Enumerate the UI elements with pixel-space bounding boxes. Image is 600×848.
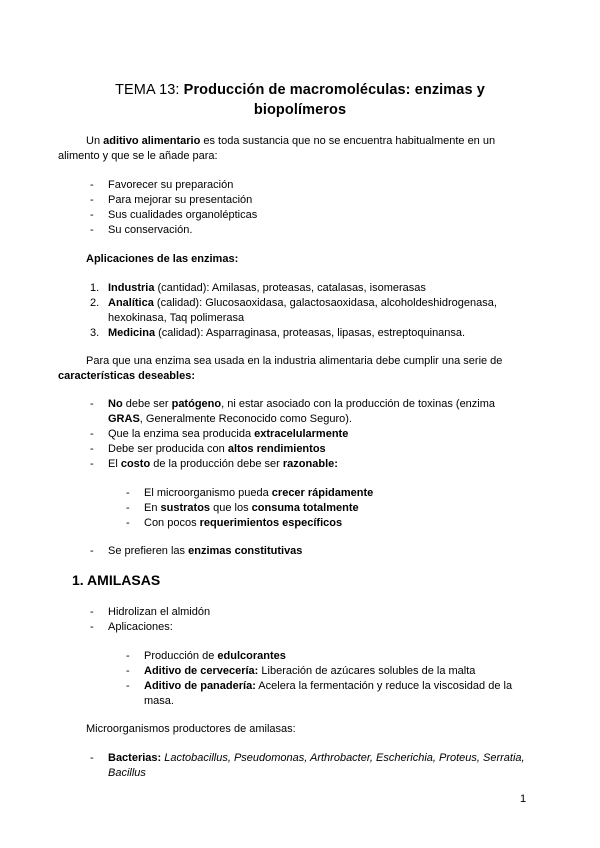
bold-text: Aditivo de cervecería:	[144, 665, 259, 677]
list-number: 3.	[90, 327, 100, 339]
list-bullet: -	[90, 398, 94, 410]
text: Debe ser producida con	[108, 443, 228, 455]
intro-term: aditivo alimentario	[103, 135, 201, 147]
text: debe ser	[122, 398, 172, 410]
italic-text: Bacillus	[108, 767, 146, 779]
list-item: Hidrolizan el almidón	[108, 606, 211, 618]
applications-heading-text: Aplicaciones de las enzimas:	[86, 253, 239, 265]
list-bullet: -	[126, 650, 130, 662]
characteristics-intro	[58, 354, 532, 384]
list-item	[108, 427, 348, 442]
list-bullet: -	[126, 487, 130, 499]
bold-text: No	[108, 398, 123, 410]
list-bullet: -	[90, 621, 94, 633]
list-item	[108, 544, 302, 559]
list-item	[108, 442, 326, 457]
text: En	[144, 502, 161, 514]
list-bullet: -	[126, 502, 130, 514]
list-item: Su conservación.	[108, 224, 193, 236]
list-item	[144, 501, 359, 516]
list-bullet: -	[90, 606, 94, 618]
list-bullet: -	[126, 517, 130, 529]
list-item	[108, 397, 495, 412]
application-term: Medicina	[108, 327, 156, 339]
text: Con pocos	[144, 517, 200, 529]
list-bullet: -	[90, 545, 94, 557]
title-line2: biopolímeros	[253, 102, 347, 118]
list-bullet: -	[126, 680, 130, 692]
list-item-continuation: hexokinasa, Taq polimerasa	[108, 312, 245, 324]
application-term: Industria	[108, 282, 155, 294]
page-title	[90, 80, 510, 120]
text: El microorganismo pueda	[144, 487, 272, 499]
characteristics-intro-line1: Para que una enzima sea usada en la industria alimentaria debe cumplir una serie de	[86, 355, 503, 367]
list-item: Para mejorar su presentación	[108, 194, 253, 206]
application-text: (calidad): Glucosaoxidasa, galactosaoxidasa, alcoholdeshidrogenasa,	[153, 297, 497, 309]
text: El	[108, 458, 121, 470]
list-item: Aplicaciones:	[108, 621, 173, 633]
list-item	[108, 751, 525, 766]
bold-text: Bacterias:	[108, 752, 162, 764]
text: que los	[210, 502, 252, 514]
bold-text: crecer rápidamente	[271, 487, 374, 499]
list-bullet: -	[90, 752, 94, 764]
list-item-continuation	[108, 412, 352, 427]
list-bullet: -	[90, 443, 94, 455]
list-number: 1.	[90, 282, 100, 294]
list-number: 2.	[90, 297, 100, 309]
text: Producción de	[144, 650, 218, 662]
list-item	[108, 457, 338, 472]
bold-text: GRAS	[108, 413, 140, 425]
bold-text: edulcorantes	[217, 650, 286, 662]
bold-text: altos rendimientos	[227, 443, 326, 455]
title-line1: Producción de macromoléculas: enzimas y	[183, 82, 485, 98]
list-bullet: -	[90, 224, 94, 236]
text: Que la enzima sea producida	[108, 428, 255, 440]
list-item	[144, 649, 286, 664]
list-bullet: -	[90, 458, 94, 470]
list-bullet: -	[90, 179, 94, 191]
text: , ni estar asociado con la producción de toxinas (enzima	[221, 398, 496, 410]
producers-intro: Microorganismos productores de amilasas:	[86, 723, 296, 735]
intro-post: es toda sustancia que no se encuentra habitualmente en un	[200, 135, 496, 147]
section-heading: 1. AMILASAS	[72, 572, 161, 588]
characteristics-intro-line2: características deseables:	[58, 370, 195, 382]
bold-text: enzimas constitutivas	[188, 545, 303, 557]
list-item-continuation	[108, 766, 146, 781]
bold-text: sustratos	[160, 502, 211, 514]
text: Se prefieren las	[108, 545, 189, 557]
application-text: (calidad): Asparraginasa, proteasas, lipasas, estreptoquinansa.	[155, 327, 466, 339]
text: de la producción debe ser	[150, 458, 283, 470]
bold-text: consuma totalmente	[251, 502, 359, 514]
list-item	[144, 486, 373, 501]
bold-text: razonable:	[282, 458, 338, 470]
intro-paragraph	[58, 134, 532, 164]
intro-line2: alimento y que se le añade para:	[58, 150, 218, 162]
bold-text: requerimientos específicos	[199, 517, 343, 529]
page-number: 1	[520, 793, 527, 805]
list-item	[108, 326, 465, 341]
list-bullet: -	[90, 194, 94, 206]
text: Acelera la fermentación y reduce la viscosidad de la	[255, 680, 513, 692]
application-text: (cantidad): Amilasas, proteasas, catalasas, isomerasas	[154, 282, 426, 294]
list-bullet: -	[90, 428, 94, 440]
list-item: Sus cualidades organolépticas	[108, 209, 258, 221]
bold-text: extracelularmente	[254, 428, 349, 440]
text: Liberación de azúcares solubles de la malta	[258, 665, 476, 677]
list-bullet: -	[126, 665, 130, 677]
bold-text: costo	[120, 458, 151, 470]
bold-text: patógeno	[171, 398, 222, 410]
list-item: Favorecer su preparación	[108, 179, 234, 191]
italic-text: Lactobacillus, Pseudomonas, Arthrobacter, Escherichia, Proteus, Serratia,	[161, 752, 525, 764]
bold-text: Aditivo de panadería:	[144, 680, 256, 692]
applications-heading	[86, 252, 546, 267]
text: , Generalmente Reconocido como Seguro).	[139, 413, 352, 425]
intro-pre: Un	[86, 135, 104, 147]
list-item-continuation: masa.	[144, 695, 174, 707]
list-item	[144, 664, 475, 679]
list-bullet: -	[90, 209, 94, 221]
list-item	[144, 679, 512, 694]
list-item	[108, 281, 426, 296]
list-item	[108, 296, 497, 311]
list-item	[144, 516, 342, 531]
application-term: Analítica	[108, 297, 154, 309]
title-prefix: TEMA 13:	[115, 82, 184, 98]
